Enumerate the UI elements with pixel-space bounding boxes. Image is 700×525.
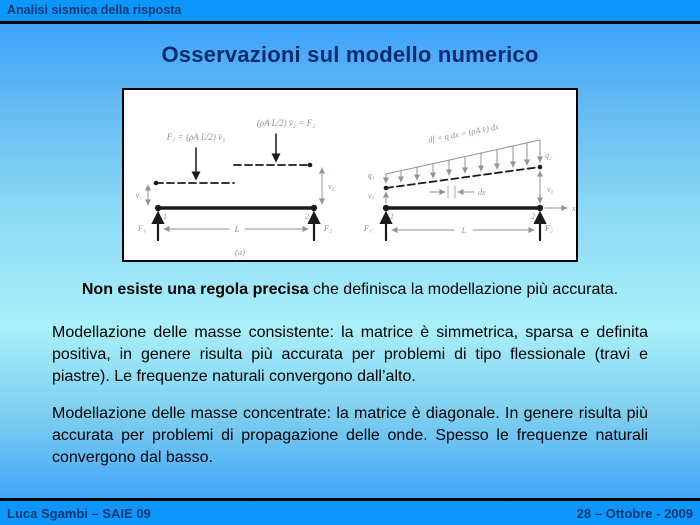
- v2-label: v₂: [328, 182, 335, 191]
- span-L-label: L: [461, 225, 467, 235]
- F2-label: F₂: [544, 223, 554, 233]
- header-bar: [0, 0, 700, 24]
- displaced-shape-dashed: [386, 167, 540, 188]
- displacement-dot: [308, 163, 313, 168]
- F1-label: F₁: [363, 223, 373, 233]
- figure-box: [122, 88, 578, 262]
- x-axis-label: x: [572, 204, 576, 213]
- displacement-dot: [384, 186, 389, 191]
- node-2-label: 2: [305, 212, 309, 221]
- q2-label: q₂: [545, 151, 552, 160]
- node-2-dot: [537, 205, 543, 211]
- footer-bar: [0, 498, 700, 525]
- consistent-mass-diagram: [363, 121, 576, 240]
- caption-a: (a): [235, 247, 245, 257]
- lumped-mass-diagram: [136, 118, 335, 257]
- node-1-label: 1: [163, 212, 167, 221]
- v2-label: v₂: [547, 185, 554, 194]
- distributed-load-formula: df = q dx = (ρA v̈) dx: [427, 121, 500, 145]
- v1-label: v₁: [367, 191, 375, 200]
- statement-rest: che definisca la modellazione più accurata.: [308, 281, 619, 298]
- header-title: Analisi sismica della risposta: [7, 3, 182, 17]
- lumped-force-formula-2: (ρA L/2) v̈₂ = F₂: [256, 118, 316, 128]
- node-2-dot: [311, 205, 317, 211]
- dx-label: dx: [478, 188, 486, 197]
- lumped-force-formula-1: F₁ = (ρA L/2) v̈₁: [166, 132, 226, 142]
- load-top-line: [386, 140, 540, 174]
- q1-label: q₁: [367, 171, 375, 180]
- lumped-mass-paragraph: Modellazione delle masse concentrate: la matrice è diagonale. In genere risulta più accurata per problemi di propagazione delle onde. Spesso le frequenze naturali convergono dal basso.: [52, 405, 648, 466]
- displacement-dot: [538, 165, 543, 170]
- node-2-label: 2: [531, 212, 535, 221]
- node-1-label: 1: [390, 212, 394, 221]
- F1-label: F₁: [137, 223, 147, 233]
- statement-paragraph: [0, 279, 700, 301]
- F2-label: F₂: [323, 223, 333, 233]
- footer-date: 28 – Ottobre - 2009: [576, 505, 693, 521]
- footer-author: Luca Sgambi – SAIE 09: [7, 505, 151, 521]
- statement-bold: Non esiste una regola precisa: [81, 281, 309, 298]
- node-1-dot: [383, 205, 389, 211]
- consistent-mass-paragraph: Modellazione delle masse consistente: la matrice è simmetrica, sparsa e definita positiva, in genere risulta più accurata per problemi di tipo flessionale (travi e piastre). Le frequenze naturali convergono dall’alto.: [52, 324, 648, 385]
- span-L-label: L: [234, 224, 240, 234]
- v1-label: v₁: [135, 191, 142, 200]
- node-1-dot: [155, 205, 161, 211]
- displacement-dot: [154, 181, 159, 186]
- beam-diagrams: [124, 90, 576, 260]
- page-title: Osservazioni sul modello numerico: [161, 42, 539, 67]
